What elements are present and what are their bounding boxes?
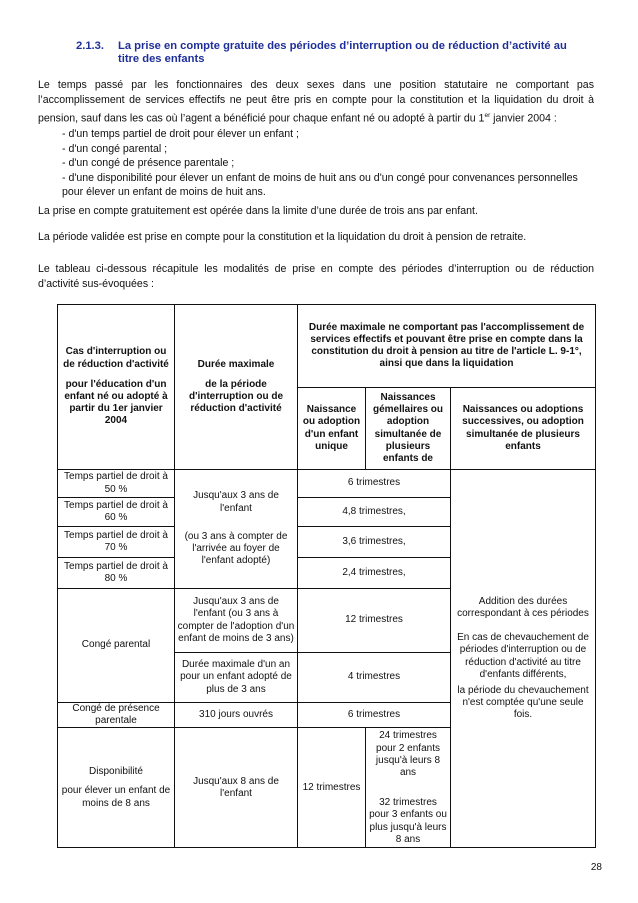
case-parental-leave: Congé parental: [58, 589, 175, 703]
case-part-time-60: Temps partiel de droit à 60 %: [58, 498, 175, 527]
header-twins: Naissances gémellaires ou adoption simultanée de plusieurs enfants de: [366, 388, 451, 470]
intro-text: Le temps passé par les fonctionnaires des deux sexes dans une position statutaire ne comportant pas l’accomplissement de services effectifs ne peut être pris en compte pour la constitution et la liquidation du droit à pension, sauf dans les cas où l’agent a bénéficié pour chaque enfant né ou adopté à partir du 1: [38, 79, 594, 125]
header-duration-line2: de la période d'interruption ou de réduction d'activité: [188, 378, 284, 415]
section-title-line2: titre des enfants: [118, 53, 205, 65]
case-disponibility-line2: pour élever un enfant de moins de 8 ans: [61, 785, 171, 809]
list-item-continuation: pour élever un enfant de moins de huit ans.: [62, 186, 266, 199]
successive-rule-line2: En cas de chevauchement de périodes d'interruption ou de réduction d'activité au titre d'enfants différents,: [457, 632, 589, 680]
value-presence-leave: 6 trimestres: [298, 703, 451, 728]
value-parental-leave-adopted: 4 trimestres: [298, 653, 451, 703]
successive-rule: [451, 470, 596, 848]
section-number: 2.1.3.: [76, 40, 104, 52]
page-number: 28: [590, 862, 602, 873]
duration-presence-leave: 310 jours ouvrés: [175, 703, 298, 728]
value-disponibility-twins-2: 24 trimestres pour 2 enfants jusqu'à leurs 8 ans: [375, 730, 441, 779]
table-intro-paragraph: Le tableau ci-dessous récapitule les modalités de prise en compte des périodes d’interruption ou de réduction d’activité sus-évoquées :: [38, 263, 594, 290]
header-successive: Naissances ou adoptions successives, ou adoption simultanée de plusieurs enfants: [451, 388, 596, 470]
value-part-time-80: 2,4 trimestres,: [298, 558, 451, 589]
duration-part-time-line2: (ou 3 ans à compter de l'arrivée au foyer de l'enfant adopté): [184, 530, 288, 567]
duration-parental-leave-adopted: Durée maximale d'un an pour un enfant adopté de plus de 3 ans: [175, 653, 298, 703]
value-part-time-70: 3,6 trimestres,: [298, 527, 451, 558]
successive-rule-line1: Addition des durées correspondant à ces périodes: [457, 595, 589, 619]
section-heading: [76, 40, 606, 66]
duration-part-time: [175, 470, 298, 589]
value-part-time-50: 6 trimestres: [298, 470, 451, 498]
bullet-list: [62, 127, 594, 200]
intro-paragraph: [38, 78, 594, 127]
header-duration: [175, 305, 298, 470]
header-duration-line1: Durée maximale: [197, 358, 275, 370]
case-part-time-70: Temps partiel de droit à 70 %: [58, 527, 175, 558]
duration-part-time-line1: Jusqu'aux 3 ans de l'enfant: [193, 490, 279, 514]
table-header-row: [58, 305, 596, 388]
list-item: - d'un congé parental ;: [62, 142, 168, 155]
duration-parental-leave: Jusqu'aux 3 ans de l'enfant (ou 3 ans à compter de l'adoption d'un enfant de moins de 3 ans): [175, 589, 298, 653]
case-part-time-80: Temps partiel de droit à 80 %: [58, 558, 175, 589]
limit-paragraph: La prise en compte gratuitement est opérée dans la limite d’une durée de trois ans par enfant.: [38, 205, 478, 217]
case-disponibility: [58, 728, 175, 848]
intro-superscript: er: [484, 112, 491, 119]
case-part-time-50: Temps partiel de droit à 50 %: [58, 470, 175, 498]
list-item: - d'un temps partiel de droit pour élever un enfant ;: [62, 128, 299, 140]
summary-table: [57, 304, 596, 848]
case-presence-leave: Congé de présence parentale: [58, 703, 175, 728]
section-title-line1: La prise en compte gratuite des périodes d’interruption ou de réduction d’activité au: [118, 40, 567, 52]
intro-tail: janvier 2004 :: [490, 112, 557, 125]
validated-paragraph: La période validée est prise en compte pour la constitution et la liquidation du droit à pension de retraite.: [38, 231, 527, 243]
header-case-line2: pour l'éducation d'un enfant né ou adopté à partir du 1er janvier 2004: [64, 378, 168, 427]
value-parental-leave: 12 trimestres: [298, 589, 451, 653]
value-disponibility-twins: [366, 728, 451, 848]
duration-disponibility: Jusqu'aux 8 ans de l'enfant: [175, 728, 298, 848]
header-case-line1: Cas d'interruption ou de réduction d'activité: [63, 346, 169, 370]
table-row: [58, 470, 596, 498]
header-max: Durée maximale ne comportant pas l'accomplissement de services effectifs et pouvant être prise en compte dans la constitution du droit à pension au titre de l'article L. 9-1°, ainsi que dans la liquidation: [298, 305, 596, 388]
successive-rule-line3: la période du chevauchement n'est comptée qu'une seule fois.: [457, 685, 589, 721]
list-item: - d'un congé de présence parentale ;: [62, 157, 235, 170]
header-case: [58, 305, 175, 470]
case-disponibility-line1: Disponibilité: [89, 766, 143, 778]
header-single-child: Naissance ou adoption d'un enfant unique: [298, 388, 366, 470]
value-disponibility-single: 12 trimestres: [298, 728, 366, 848]
list-item: - d'une disponibilité pour élever un enfant de moins de huit ans ou d'un congé pour convenances personnelles: [62, 171, 578, 184]
value-part-time-60: 4,8 trimestres,: [298, 498, 451, 527]
value-disponibility-twins-3: 32 trimestres pour 3 enfants ou plus jusqu'à leurs 8 ans: [369, 797, 447, 845]
